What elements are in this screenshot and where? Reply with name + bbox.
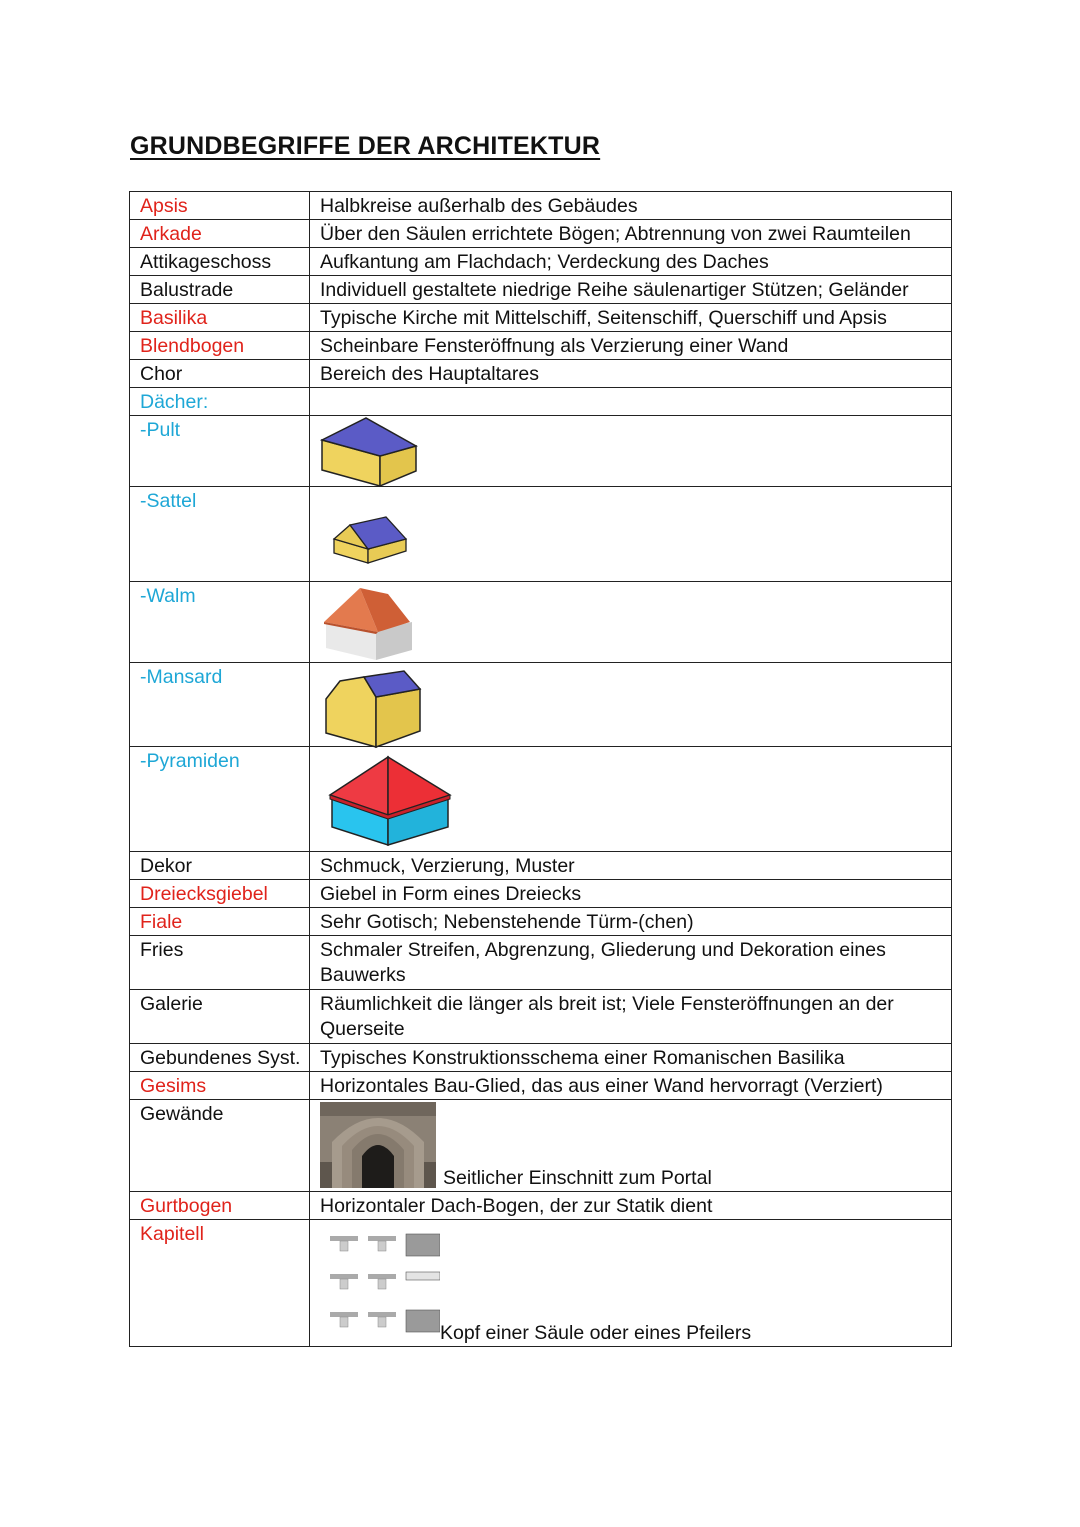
term-cell: Gewände: [130, 1100, 310, 1192]
sattel-roof-icon: [332, 515, 408, 572]
definition-cell: Schmuck, Verzierung, Muster: [310, 852, 952, 880]
gewaende-row: [130, 1100, 952, 1192]
definition-cell: Individuell gestaltete niedrige Reihe säulenartiger Stützen; Geländer: [310, 276, 952, 304]
portal-photo: [320, 1102, 436, 1195]
glossary-row: [130, 192, 952, 220]
definition-cell: [310, 416, 952, 487]
term-cell: -Pult: [130, 416, 310, 487]
definition-cell: Horizontales Bau-Glied, das aus einer Wand hervorragt (Verziert): [310, 1072, 952, 1100]
glossary-row: [130, 908, 952, 936]
roof-row: [130, 582, 952, 663]
glossary-row: [130, 990, 952, 1044]
definition-cell: Horizontaler Dach-Bogen, der zur Statik dient: [310, 1192, 952, 1220]
definition-cell: [310, 1100, 952, 1192]
definition-cell: Giebel in Form eines Dreiecks: [310, 880, 952, 908]
term-cell: Fiale: [130, 908, 310, 936]
glossary-row: [130, 304, 952, 332]
term-cell: -Walm: [130, 582, 310, 663]
roof-row: [130, 416, 952, 487]
glossary-table: [129, 191, 952, 1347]
term-cell: Basilika: [130, 304, 310, 332]
glossary-row: [130, 360, 952, 388]
definition-cell: [310, 487, 952, 582]
definition-cell: Aufkantung am Flachdach; Verdeckung des Daches: [310, 248, 952, 276]
term-cell: Dreiecksgiebel: [130, 880, 310, 908]
glossary-row: [130, 332, 952, 360]
definition-cell: Schmaler Streifen, Abgrenzung, Gliederung und Dekoration eines Bauwerks: [310, 936, 952, 990]
definition-cell: [310, 747, 952, 852]
term-cell: -Pyramiden: [130, 747, 310, 852]
roof-row: [130, 487, 952, 582]
term-cell: Fries: [130, 936, 310, 990]
definition-cell: [310, 1220, 952, 1347]
glossary-row: [130, 852, 952, 880]
term-cell: Balustrade: [130, 276, 310, 304]
roof-row: [130, 747, 952, 852]
term-cell: Gesims: [130, 1072, 310, 1100]
glossary-row: [130, 1192, 952, 1220]
capitals-diagram: [320, 1222, 440, 1349]
glossary-row: [130, 936, 952, 990]
definition-cell: Halbkreise außerhalb des Gebäudes: [310, 192, 952, 220]
roof-row: [130, 663, 952, 747]
glossary-row: [130, 276, 952, 304]
term-cell: Blendbogen: [130, 332, 310, 360]
term-cell: Kapitell: [130, 1220, 310, 1347]
term-cell: -Mansard: [130, 663, 310, 747]
roofs-heading-row: [130, 388, 952, 416]
definition-cell: Bereich des Hauptaltares: [310, 360, 952, 388]
term-cell: Attikageschoss: [130, 248, 310, 276]
glossary-row: [130, 1072, 952, 1100]
definition-cell: Scheinbare Fensteröffnung als Verzierung einer Wand: [310, 332, 952, 360]
term-cell: Chor: [130, 360, 310, 388]
glossary-row: [130, 880, 952, 908]
pyramiden-roof-icon: [328, 755, 452, 854]
term-cell: Arkade: [130, 220, 310, 248]
walm-roof-icon: [320, 584, 424, 671]
definition-cell: Über den Säulen errichtete Bögen; Abtrennung von zwei Raumteilen: [310, 220, 952, 248]
definition-cell: [310, 663, 952, 747]
definition-cell: Typische Kirche mit Mittelschiff, Seitenschiff, Querschiff und Apsis: [310, 304, 952, 332]
kapitell-caption: Kopf einer Säule oder eines Pfeilers: [440, 1322, 752, 1344]
pult-roof-icon: [320, 416, 420, 495]
definition-cell: [310, 582, 952, 663]
definition-cell: [310, 388, 952, 416]
definition-cell: Sehr Gotisch; Nebenstehende Türm-(chen): [310, 908, 952, 936]
term-cell: Gebundenes Syst.: [130, 1044, 310, 1072]
kapitell-row: [130, 1220, 952, 1347]
definition-cell: Räumlichkeit die länger als breit ist; Viele Fensteröffnungen an der Querseite: [310, 990, 952, 1044]
term-cell: Apsis: [130, 192, 310, 220]
definition-cell: Typisches Konstruktionsschema einer Romanischen Basilika: [310, 1044, 952, 1072]
gewaende-caption: Seitlicher Einschnitt zum Portal: [443, 1167, 712, 1189]
term-cell: -Sattel: [130, 487, 310, 582]
mansard-roof-icon: [324, 669, 424, 756]
term-cell: Dächer:: [130, 388, 310, 416]
term-cell: Gurtbogen: [130, 1192, 310, 1220]
glossary-row: [130, 220, 952, 248]
glossary-row: [130, 248, 952, 276]
page-title: GRUNDBEGRIFFE DER ARCHITEKTUR: [130, 132, 601, 160]
term-cell: Dekor: [130, 852, 310, 880]
term-cell: Galerie: [130, 990, 310, 1044]
glossary-row: [130, 1044, 952, 1072]
